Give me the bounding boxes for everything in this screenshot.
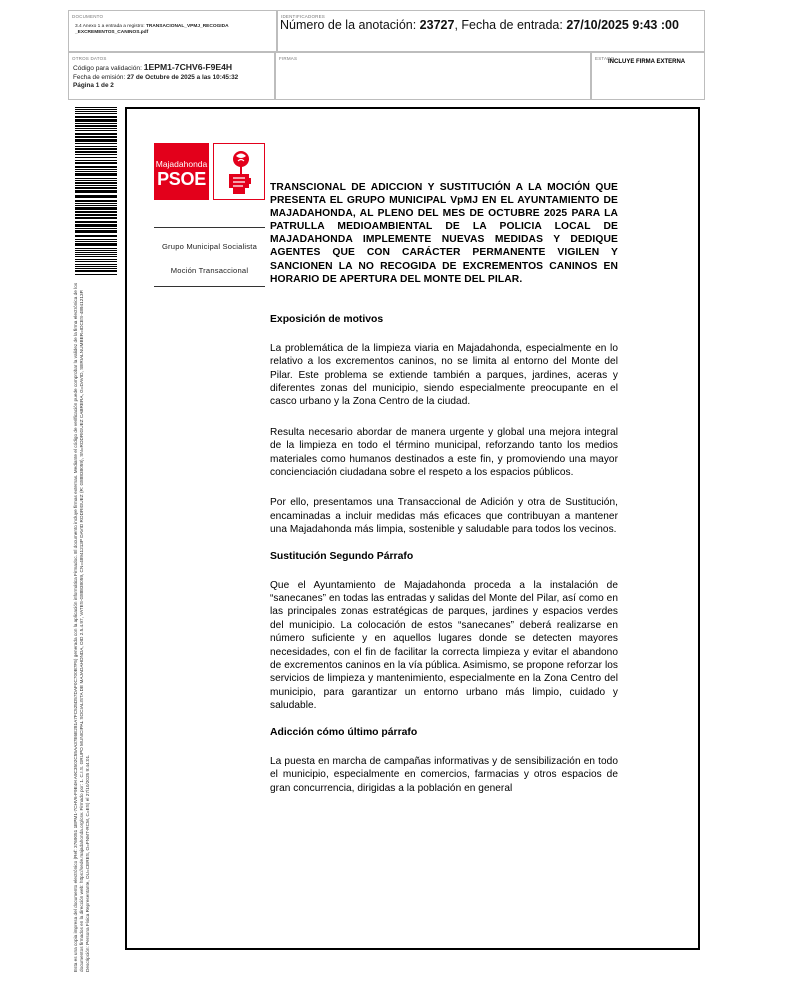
barcode-bar	[75, 125, 117, 127]
barcode-bar	[75, 166, 117, 168]
barcode-bar	[75, 248, 117, 249]
logo-brand: PSOE	[157, 169, 206, 189]
paragraph-2: Resulta necesario abordar de manera urgente y global una mejora integral de la limpieza en todo el término municipal, reforzando tanto los medios materiales como humanos destinados a este fin, y promoviendo una mayor concienciación ciudadana sobre el respeto a los espacios públicos.	[270, 426, 618, 478]
barcode-bar	[75, 185, 117, 186]
barcode-bar	[75, 200, 117, 202]
barcode-bar	[75, 143, 117, 144]
anotacion-prefix: Número de la anotación:	[280, 18, 420, 32]
barcode-bar	[75, 107, 117, 108]
barcode-bar	[75, 207, 117, 210]
barcode-bar	[75, 111, 117, 112]
barcode-bar	[75, 264, 117, 265]
barcode-bar	[75, 274, 117, 275]
barcode-bar	[75, 254, 117, 255]
barcode-bar	[75, 182, 117, 184]
heading-adiccion: Adicción cómo último párrafo	[270, 726, 418, 738]
anotacion-number: 23727	[419, 18, 455, 32]
barcode-bar	[75, 205, 117, 206]
otros-datos-box	[68, 52, 275, 100]
barcode-bar	[75, 113, 117, 114]
barcode-bar	[75, 123, 117, 124]
barcode-bar	[75, 154, 117, 155]
firmas-label: FIRMAS	[279, 56, 298, 61]
barcode-bar	[75, 230, 117, 233]
barcode-bar	[75, 203, 117, 204]
barcode-bar	[75, 211, 117, 213]
mocion-label: Moción Transaccional	[170, 266, 249, 275]
barcode-bar	[75, 252, 117, 253]
document-content	[270, 181, 618, 795]
barcode-bar	[75, 235, 117, 237]
barcode-bar	[75, 217, 117, 219]
barcode-bar	[75, 162, 117, 164]
barcode-bar	[75, 256, 117, 257]
paragraph-4: Que el Ayuntamiento de Majadahonda proceda a la instalación de “sanecanes” en todas las entradas y salidas del Monte del Pilar, así como en las principales zonas estratégicas de parques, jardines y espacios verdes del municipio. La colocación de estos “sanecanes” deberá realizarse en número suficiente y en aquellos lugares donde se detecten mayores necesidades, con el fin de facilitar la correcta limpieza y evitar el abandono de excrementos caninos en la vía pública. Asimismo, se propone reforzar los servicios de limpieza y mantenimiento, especialmente en la Zona Centro del municipio, para garantizar un entorno urbano más limpio, cuidado y saludable.	[270, 579, 618, 712]
sidebar-rule-top	[154, 227, 265, 228]
sidebar-rule-bottom	[154, 286, 265, 287]
vertical-legal-text: Esta es una copia impresa del documento electrónico (Ref: 3769051 1EPM1-7CHV6-F9E4H A9C3502C55AA37E6E281A7FC525D57DAF0C700B7F5) generada con la aplicación informática Firmadoc. El documento incluye firmas externas. Mediante el código de verificación puede comprobar la validez de la firma electrónica de los documentos firmados en la dirección web: https://sede.majadahonda.org/csv. Firmado por: 1. C.I.S. GRUPO MUNICIPAL SOCIALISTA DE MAJADAHONDA, OID 2.5.4.97, VATES-G88838059, CN=48941213P DAVID RODRIGUEZ (R: G88838059), SN=RODRIGUEZ CABRERA, G=DAVID, SERIALNUMBER=IDCES-48941213P. Descripción: Persona Física Representante, OU=CERES, O=FNMT-RCM, C=ES) el 27/10/2025 9:44:01.	[73, 282, 90, 972]
barcode-bar	[75, 270, 117, 272]
paragraph-3: Por ello, presentamos una Transaccional de Adición y otra de Sustitución, encaminadas a incluir medidas más eficaces que contribuyan a mantener una Majadahonda más limpia, sostenible y saludable para todos los vecinos.	[270, 497, 618, 536]
barcode-bar	[75, 139, 117, 142]
barcode-bar	[75, 224, 117, 227]
heading-sustitucion: Sustitución Segundo Párrafo	[270, 550, 414, 562]
documento-file: TRANSACIONAL_VPMJ_RECOGIDA _EXCREMENTOS_CANINOS.pdf	[75, 24, 229, 35]
identificadores-box	[277, 10, 705, 52]
emision-value: 27 de Octubre de 2025 a las 10:45:32	[127, 74, 239, 81]
document-title: TRANSCIONAL DE ADICCION Y SUSTITUCIÓN A LA MOCIÓN QUE PRESENTA EL GRUPO MUNICIPAL VpMJ EN EL AYUNTAMIENTO DE MAJADAHONDA, AL PLENO DEL MES DE OCTUBRE 2025 PARA LA PATRULLA MEDIOAMBIENTAL DE LA POLICIA LOCAL DE MAJADAHONDA IMPLEMENTE NUEVAS MEDIDAS Y DEDIQUE AGENTES QUE CON CARÁCTER PERMANENTE VIGILEN Y SANCIONEN LA NO RECOGIDA DE EXCREMENTOS CANINOS EN HORARIO DE APERTURA DEL MONTE DEL PILAR.	[270, 182, 618, 285]
estado-value: INCLUYE FIRMA EXTERNA	[608, 59, 686, 65]
barcode-bar	[75, 190, 117, 193]
barcode-bar	[75, 160, 117, 161]
estado-box	[591, 52, 705, 100]
barcode-bar	[75, 195, 117, 198]
barcode-bar	[75, 133, 117, 135]
barcode-bar	[75, 128, 117, 129]
barcode-bar	[75, 214, 117, 216]
psoe-logo	[154, 143, 265, 200]
barcode-bar	[75, 148, 117, 150]
barcode-bar	[75, 119, 117, 122]
barcode-bar	[75, 146, 117, 147]
estado-label: ESTADO	[595, 56, 615, 61]
barcode-bar	[75, 157, 117, 158]
documento-prefix: 3.4 Anexo 1 a entrada a registro:	[75, 24, 146, 29]
document-page	[125, 107, 700, 950]
codigo-prefix: Código para validación:	[73, 65, 144, 72]
anotacion-text	[280, 18, 700, 33]
emision-prefix: Fecha de emisión:	[73, 74, 127, 81]
barcode-bar	[75, 228, 117, 229]
barcode-bar	[75, 171, 117, 172]
logo-red-block	[154, 143, 209, 200]
barcode-bar	[75, 243, 117, 246]
paragraph-5: La puesta en marcha de campañas informativas y de sensibilización en todo el municipio, especialmente en comercios, farmacias y otros espacios de gran concurrencia, dirigidas a la población en general	[270, 755, 618, 794]
fecha-emision	[73, 74, 238, 81]
barcode-bar	[75, 250, 117, 251]
barcode-bar	[75, 130, 117, 131]
barcode-bar	[75, 116, 117, 118]
barcode-bar	[75, 180, 117, 181]
firmas-box	[275, 52, 591, 100]
fist-rose-icon	[213, 143, 265, 200]
codigo-value: 1EPM1-7CHV6-F9E4H	[143, 62, 233, 72]
identificadores-label: IDENTIFICADORES	[281, 14, 326, 19]
fecha-prefix: , Fecha de entrada:	[454, 18, 567, 32]
barcode-bar	[75, 136, 117, 138]
barcode-bar	[75, 151, 117, 153]
vertical-legal-wrapper	[73, 282, 109, 972]
fecha-entrada: 27/10/2025 9:43 :00	[566, 18, 679, 32]
barcode-bar	[75, 268, 117, 269]
barcode-bar	[75, 259, 117, 260]
barcode-bar	[75, 187, 117, 189]
pagina-indicator	[73, 82, 114, 89]
documento-text	[75, 24, 273, 36]
barcode-bar	[75, 261, 117, 262]
barcode	[75, 107, 117, 275]
logo-town-name: Majadahonda	[155, 159, 208, 169]
grupo-municipal-label: Grupo Municipal Socialista	[161, 242, 258, 251]
otros-datos-label: OTROS DATOS	[72, 56, 107, 61]
barcode-bar	[75, 178, 117, 179]
barcode-bar	[75, 241, 117, 242]
barcode-bar	[75, 239, 117, 240]
barcode-bar	[75, 173, 117, 176]
pagina-value: Página 1 de 2	[73, 82, 114, 89]
barcode-bar	[75, 109, 117, 110]
documento-label: DOCUMENTO	[72, 14, 104, 19]
barcode-bar	[75, 221, 117, 223]
documento-box	[68, 10, 277, 52]
paragraph-1: La problemática de la limpieza viaria en Majadahonda, especialmente en lo relativo a los excrementos caninos, no se limita al entorno del Monte del Pilar. Este problema se extiende también a parques, jardines, aceras y diferentes zonas del municipio, siendo especialmente preocupante en el casco urbano y la Zona Centro de la ciudad.	[270, 342, 618, 408]
heading-exposicion: Exposición de motivos	[270, 313, 384, 325]
codigo-validacion	[73, 62, 232, 72]
barcode-bar	[75, 169, 117, 170]
barcode-bar	[75, 266, 117, 267]
